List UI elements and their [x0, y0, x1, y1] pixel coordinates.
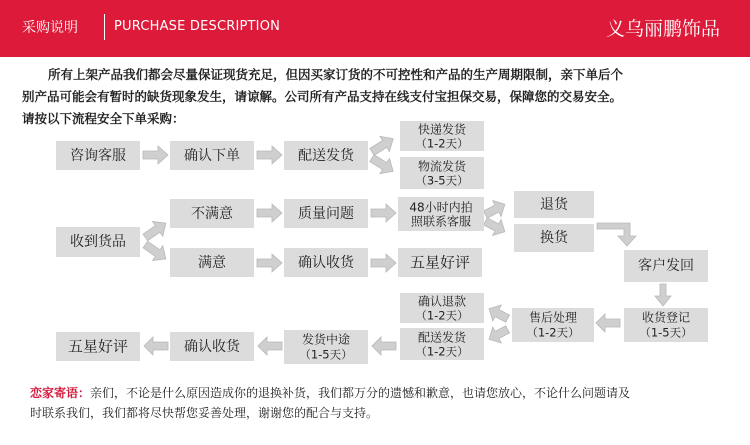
box-confirm-order-label: 确认下单 [184, 148, 240, 164]
intro-line-3: 请按以下流程安全下单采购： [22, 111, 185, 126]
brand-name: 义乌丽鹏饰品 [605, 18, 720, 40]
box-five-star-2-label: 五星好评 [67, 337, 129, 356]
arrow-consult-to-confirm [143, 146, 168, 164]
box-logistics [400, 157, 484, 189]
box-contact-line-1: 48小时内拍 [409, 200, 473, 215]
arrow-ship-to-transit [372, 337, 396, 355]
box-customer-return [624, 250, 708, 282]
box-satisfied-label: 满意 [198, 255, 226, 271]
box-five-star-label: 五星好评 [409, 253, 471, 272]
box-receive-register-time: （1-5天） [639, 325, 693, 340]
box-confirm-receipt-2 [170, 332, 254, 361]
box-ship-label: 配送发货 [298, 148, 354, 164]
box-ship-2-label: 配送发货 [417, 330, 467, 345]
arrow-register-to-aftersales [596, 314, 620, 332]
box-consult [56, 141, 140, 170]
box-exchange [514, 224, 594, 252]
arrow-satisfied-to-confirm [257, 254, 282, 272]
arrow-contact-to-return [481, 196, 509, 222]
box-return [514, 191, 594, 218]
box-confirm-receipt [284, 248, 368, 277]
box-quality-issue [284, 199, 368, 228]
box-express-time: （1-2天） [415, 136, 469, 151]
footer-line-1 [30, 383, 730, 403]
arrow-contact-to-exchange [481, 213, 509, 239]
footer-note [30, 383, 730, 423]
arrow-quality-to-contact [371, 204, 396, 222]
box-unsatisfied [170, 199, 254, 228]
box-confirm-receipt-label: 确认收货 [298, 255, 354, 271]
box-ship-2 [400, 328, 484, 360]
box-receive [56, 227, 140, 257]
box-customer-return-label: 客户发回 [638, 258, 694, 274]
box-exchange-label: 换货 [540, 230, 568, 246]
arrow-confirm-to-fivestar2 [144, 337, 168, 355]
box-confirm-receipt-2-label: 确认收货 [184, 339, 240, 355]
arrow-receive-to-satisfied [140, 237, 171, 266]
box-unsatisfied-label: 不满意 [191, 206, 233, 222]
arrow-confirm-to-fivestar [371, 254, 396, 272]
box-satisfied [170, 248, 254, 277]
arrow-customer-to-register [655, 284, 671, 306]
box-consult-label: 咨询客服 [70, 148, 126, 164]
box-five-star [398, 248, 482, 277]
box-five-star-2 [56, 332, 140, 361]
box-return-label: 退货 [540, 197, 568, 213]
box-after-sales [512, 308, 594, 342]
box-receive-label: 收到货品 [70, 234, 126, 250]
footer-label: 恋家寄语： [30, 386, 91, 400]
box-contact-service [398, 197, 484, 231]
box-confirm-refund-label: 确认退款 [417, 294, 467, 309]
box-in-transit-time: （1-5天） [299, 347, 353, 362]
arrow-receive-to-unsatisfied [140, 216, 171, 245]
arrow-aftersales-to-ship [485, 321, 512, 347]
box-logistics-label: 物流发货 [417, 159, 467, 174]
box-confirm-refund-time: （1-2天） [415, 308, 469, 323]
arrow-confirm-to-ship [257, 146, 282, 164]
box-confirm-order [170, 141, 254, 170]
intro-line-2: 别产品可能会有暂时的缺货现象发生，请谅解。公司所有产品支持在线支付宝担保交易，保障您的交易安全。 [22, 89, 623, 104]
footer-text-1: 亲们，不论是什么原因造成你的退换补货，我们都万分的遗憾和歉意，也请您放心，不论什么问题请及 [90, 386, 631, 400]
box-logistics-time: （3-5天） [415, 173, 469, 188]
box-quality-issue-label: 质量问题 [298, 206, 354, 222]
box-ship [284, 141, 368, 170]
box-express [400, 121, 484, 151]
box-ship-2-time: （1-2天） [415, 344, 469, 359]
arrow-ship-to-logistics [367, 150, 398, 179]
footer-line-2: 时联系我们，我们都将尽快帮您妥善处理，谢谢您的配合与支持。 [30, 406, 379, 420]
box-receive-register [624, 308, 708, 342]
header-title-en: PURCHASE DESCRIPTION [114, 19, 281, 34]
box-after-sales-time: （1-2天） [526, 325, 580, 340]
box-in-transit [284, 330, 368, 364]
arrow-aftersales-to-refund [485, 301, 512, 327]
box-after-sales-label: 售后处理 [528, 310, 578, 325]
box-express-label: 快递发货 [417, 122, 467, 137]
arrow-returns-to-customer [597, 223, 636, 246]
box-contact-line-2: 照联系客服 [410, 214, 472, 229]
intro-line-1: 所有上架产品我们都会尽量保证现货充足，但因买家订货的不可控性和产品的生产周期限制，亲下单后个 [48, 67, 624, 82]
arrow-unsatisfied-to-quality [257, 204, 282, 222]
box-in-transit-label: 发货中途 [301, 332, 351, 347]
arrow-ship-to-express [367, 131, 398, 160]
arrow-transit-to-confirm [258, 337, 282, 355]
box-receive-register-label: 收货登记 [641, 310, 691, 325]
header-title-cn: 采购说明 [22, 20, 78, 36]
box-confirm-refund [400, 293, 484, 323]
